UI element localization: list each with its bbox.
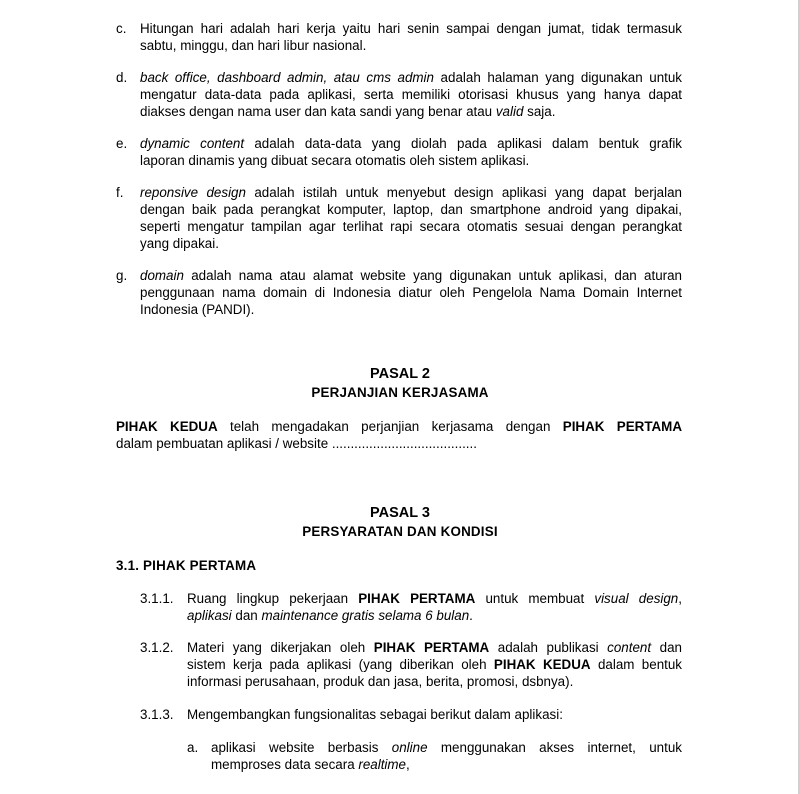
text-run: diakses dengan nama user dan kata sandi yang benar atau [140, 104, 496, 119]
text-line [187, 607, 473, 624]
list-marker: a. [187, 740, 199, 755]
list-marker: c. [116, 21, 127, 36]
text-run: menggunakan akses internet, untuk [427, 740, 682, 755]
text-line [140, 267, 682, 284]
text-run: aplikasi website berbasis [211, 740, 392, 755]
text-line [140, 37, 366, 54]
bold-text: PIHAK KEDUA [493, 657, 591, 672]
italic-text: domain [140, 268, 184, 283]
text-line [140, 184, 682, 201]
text-run: seperti mengatur tampilan agar terlihat rapi secara otomatis sesuai dengan perangkat [140, 219, 682, 234]
italic-text: back office, dashboard admin, atau cms admin [140, 70, 434, 85]
pasal-3-subtitle: PERSYARATAN DAN KONDISI [302, 524, 498, 539]
text-line [187, 673, 573, 690]
bold-text: PIHAK KEDUA [116, 419, 218, 434]
text-line [187, 706, 563, 723]
text-line [116, 418, 682, 435]
text-line [140, 86, 682, 103]
text-run: dengan baik pada perangkat komputer, laptop, dan smartphone android yang dipakai, [140, 202, 682, 217]
text-run: saja. [523, 104, 556, 119]
text-run: adalah istilah untuk menyebut design aplikasi yang dapat berjalan [245, 185, 682, 200]
list-marker: d. [116, 70, 128, 85]
italic-text: aplikasi [187, 608, 232, 623]
pasal-2-title: PASAL 2 [370, 366, 430, 382]
text-line [187, 639, 682, 656]
text-run: yang dipakai. [140, 236, 219, 251]
text-run: Ruang lingkup pekerjaan [187, 591, 359, 606]
text-run: memproses data secara [211, 757, 359, 772]
text-line [140, 218, 682, 235]
list-marker: g. [116, 268, 128, 283]
pasal-2-subtitle: PERJANJIAN KERJASAMA [311, 385, 489, 400]
clause-number: 3.1.2. [140, 640, 174, 655]
text-run: . [469, 608, 473, 623]
text-line [187, 590, 682, 607]
text-run: Hitungan hari adalah hari kerja yaitu hari senin sampai dengan jumat, tidak termasuk [140, 21, 682, 36]
bold-text: PIHAK PERTAMA [358, 591, 476, 606]
text-run: dalam pembuatan aplikasi / website ....................................... [116, 436, 477, 451]
text-line [116, 435, 477, 452]
list-marker: e. [116, 136, 128, 151]
text-run: dan [231, 608, 262, 623]
text-line [140, 235, 219, 252]
text-run: dalam bentuk [590, 657, 682, 672]
text-line [140, 20, 682, 37]
italic-text: content [607, 640, 652, 655]
text-line [211, 756, 410, 773]
text-run: laporan dinamis yang dibuat secara otomatis oleh sistem aplikasi. [140, 153, 530, 168]
text-run: Materi yang dikerjakan oleh [187, 640, 374, 655]
italic-text: reponsive design [140, 185, 246, 200]
text-run: adalah nama atau alamat website yang digunakan untuk aplikasi, dan aturan [183, 268, 682, 283]
italic-text: realtime [358, 757, 407, 772]
italic-text: dynamic content [140, 136, 245, 151]
text-run: dan [651, 640, 682, 655]
text-run: informasi perusahaan, produk dan jasa, berita, promosi, dsbnya). [187, 674, 574, 689]
text-run: Mengembangkan fungsionalitas sebagai berikut dalam aplikasi: [187, 707, 563, 722]
text-line [211, 739, 682, 756]
text-line [140, 69, 682, 86]
text-line [140, 201, 682, 218]
text-run: mengatur data-data pada aplikasi, serta memiliki otorisasi khusus yang hanya dapat [140, 87, 682, 102]
italic-text: maintenance gratis selama 6 bulan [261, 608, 470, 623]
text-run: untuk membuat [475, 591, 595, 606]
text-run: adalah data-data yang diolah pada aplikasi dalam bentuk grafik [244, 136, 682, 151]
text-run: , [678, 591, 682, 606]
text-run: penggunaan nama domain di Indonesia diatur oleh Pengelola Nama Domain Internet [140, 285, 682, 300]
text-run: , [406, 757, 410, 772]
text-run: sistem kerja pada aplikasi (yang diberikan oleh [187, 657, 494, 672]
clause-number: 3.1.3. [140, 707, 174, 722]
text-run: adalah halaman yang digunakan untuk [433, 70, 682, 85]
section-heading: 3.1. PIHAK PERTAMA [116, 558, 257, 573]
text-line [140, 284, 682, 301]
bold-text: PIHAK PERTAMA [562, 419, 682, 434]
text-line [140, 301, 254, 318]
italic-text: online [391, 740, 428, 755]
text-run: adalah publikasi [489, 640, 608, 655]
text-run: sabtu, minggu, dan hari libur nasional. [140, 38, 367, 53]
text-line [187, 656, 682, 673]
italic-text: visual design [594, 591, 679, 606]
text-run: telah mengadakan perjanjian kerjasama dengan [217, 419, 563, 434]
pasal-3-title: PASAL 3 [370, 505, 430, 521]
text-run: Indonesia (PANDI). [140, 302, 255, 317]
list-marker: f. [116, 185, 124, 200]
italic-text: valid [495, 104, 524, 119]
clause-number: 3.1.1. [140, 591, 174, 606]
text-line [140, 103, 555, 120]
text-line [140, 152, 529, 169]
bold-text: PIHAK PERTAMA [373, 640, 490, 655]
text-line [140, 135, 682, 152]
